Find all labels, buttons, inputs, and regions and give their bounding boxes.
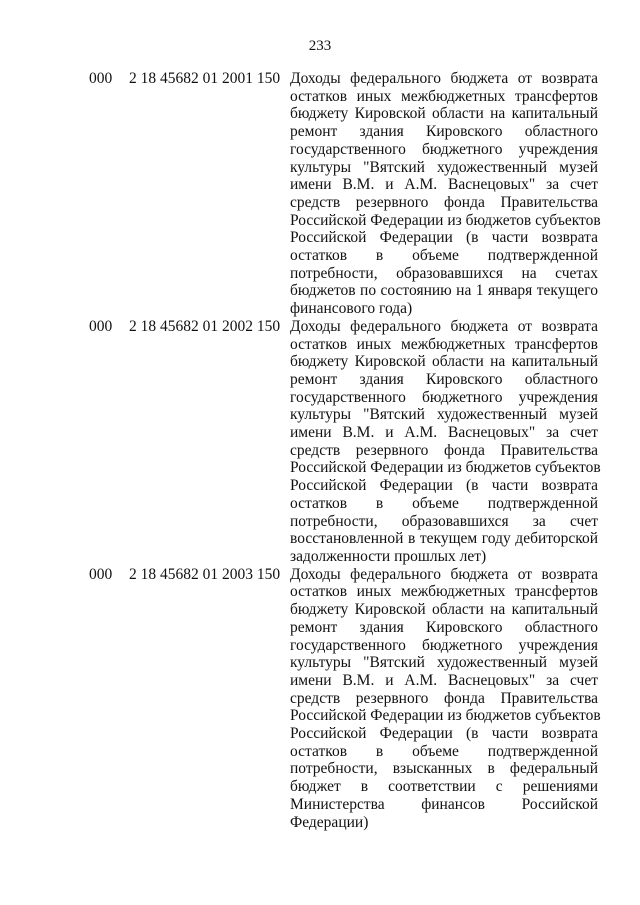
description-line: Российской Федерации из бюджетов субъектов [290,459,601,477]
budget-code-table [0,70,640,831]
description-line: бюджетов по состоянию на 1 января текущего [290,282,598,300]
page-number: 233 [308,38,332,54]
admin-code: 000 [89,317,113,335]
description-line: средств резервного фонда Правительства [290,193,598,211]
budget-classification-code: 2 18 45682 01 2002 150 [129,317,281,335]
description-line: Доходы федерального бюджета от возврата [290,565,598,583]
description-line: Доходы федерального бюджета от возврата [290,317,598,335]
description-line: средств резервного фонда Правительства [290,689,598,707]
budget-classification-code: 2 18 45682 01 2001 150 [129,70,281,87]
description-line: имени В.М. и А.М. Васнецовых" за счет [290,176,598,194]
description-line: имени В.М. и А.М. Васнецовых" за счет [290,671,598,689]
description-line: потребности, образовавшихся за счет [290,512,598,530]
description-line: бюджету Кировской области на капитальный [290,105,598,123]
description-line: Российской Федерации из бюджетов субъектов [290,707,601,725]
description-line: Российской Федерации (в части возврата [290,477,598,495]
table-row [0,566,640,832]
table-row [0,318,640,566]
description-line: финансового года) [290,300,413,318]
description-line: Российской Федерации из бюджетов субъектов [290,211,601,229]
income-description [290,565,601,832]
description-line: бюджет в соответствии с решениями [290,778,598,796]
income-description [290,317,601,566]
description-line: культуры "Вятский художественный музей [290,406,598,424]
description-line: остатков в объеме подтвержденной [290,247,598,265]
description-line: средств резервного фонда Правительства [290,441,598,459]
description-line: бюджету Кировской области на капитальный [290,353,598,371]
description-line: восстановленной в текущем году дебиторской [290,530,598,548]
income-description [290,70,601,318]
description-line: Министерства финансов Российской [290,795,598,813]
description-line: имени В.М. и А.М. Васнецовых" за счет [290,424,598,442]
description-line: Доходы федерального бюджета от возврата [290,70,598,87]
description-line: ремонт здания Кировского областного [290,370,598,388]
description-line: остатков иных межбюджетных трансфертов [290,335,598,353]
description-line: бюджету Кировской области на капитальный [290,601,598,619]
description-line: потребности, взысканных в федеральный [290,760,598,778]
admin-code: 000 [89,565,113,583]
description-line: остатков иных межбюджетных трансфертов [290,87,598,105]
description-line: Российской Федерации (в части возврата [290,725,598,743]
description-line: государственного бюджетного учреждения [290,388,598,406]
budget-classification-code: 2 18 45682 01 2003 150 [129,565,281,583]
admin-code: 000 [89,70,113,87]
description-line: остатков в объеме подтвержденной [290,494,598,512]
description-line: ремонт здания Кировского областного [290,618,598,636]
description-line: ремонт здания Кировского областного [290,123,598,141]
description-line: культуры "Вятский художественный музей [290,654,598,672]
description-line: государственного бюджетного учреждения [290,636,598,654]
description-line: Федерации) [290,813,369,831]
description-line: остатков в объеме подтвержденной [290,742,598,760]
description-line: остатков иных межбюджетных трансфертов [290,583,598,601]
description-line: государственного бюджетного учреждения [290,140,598,158]
description-line: Российской Федерации (в части возврата [290,229,598,247]
description-line: задолженности прошлых лет) [290,547,487,565]
description-line: потребности, образовавшихся на счетах [290,264,598,282]
table-row [0,70,640,318]
description-line: культуры "Вятский художественный музей [290,158,598,176]
